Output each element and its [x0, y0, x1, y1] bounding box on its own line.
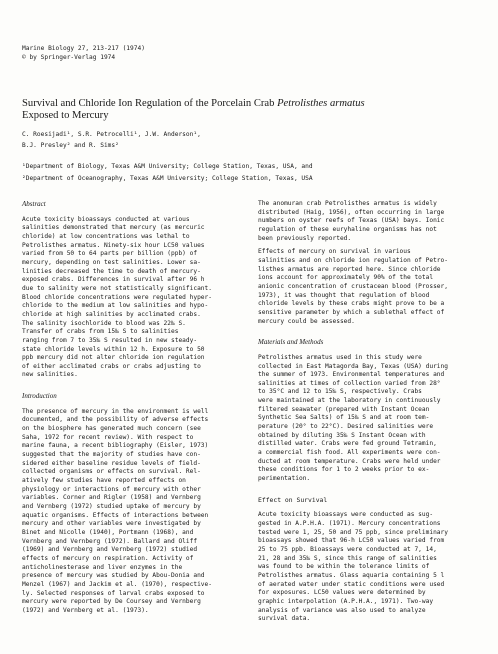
copyright-line: © by Springer-Verlag 1974	[22, 53, 116, 61]
introduction-heading: Introduction	[22, 392, 57, 401]
intro-continuation-2: Effects of mercury on survival in various salinities and on chloride ion regulation of Petro- listhes armatus are reported here. Since chloride ions account for approximately 90% of the total anionic concentration of crustacean blood (Prosser, 1973), it was thought that regulation of blood chloride levels by these crabs might prove to be a sensitive parameter by which a sublethal effect of mercury could be assessed.	[258, 248, 448, 325]
title-species: Petrolisthes armatus	[277, 98, 365, 109]
affiliation: ¹Department of Biology, Texas A&M University; College Station, Texas, USA, and	[22, 163, 313, 170]
survival-heading: Effect on Survival	[258, 495, 328, 504]
survival-text: Acute toxicity bioassays were conducted as sug- gested in A.P.H.A. (1971). Mercury concentrations tested were 1, 25, 50 and 75 ppb, since preliminary bioassays showed that 96-h LC50 values varied from 25 to 75 ppb. Bioassays were conducted at 7, 14, 21, 28 and 35‰ S, since this range of salinities was found to be within the tolerance limits of Petrolisthes armatus. Glass aquaria containing 5 l of aerated water under static conditions were used for exposures. LC50 values were determined by graphic interpolation (A.P.H.A., 1971). Two-way analysis of variance was also used to analyze survival data.	[258, 511, 448, 623]
methods-heading: Materials and Methods	[258, 338, 324, 347]
introduction-text: The presence of mercury in the environment is well documented, and the possibility of adverse effects on the biosphere has generated much concern (see Saha, 1972 for recent review). With respect to marine fauna, a recent bibliography (Eisler, 1973) suggested that the majority of studies have con- sidered either baseline residue levels of field- collected organisms or effects on survival. Rel- atively few studies have reported effects on physiology or interactions of mercury with other variables. Corner and Rigler (1958) and Vernberg and Vernberg (1972) studied uptake of mercury by aquatic organisms. Effects of interactions between mercury and other variables were investigated by Binet and Nicolle (1940), Portmann (1968), and Vernberg and Vernberg (1972). Ballard and Oliff (1969) and Vernberg and Vernberg (1972) studied effects of mercury on respiration. Activity of anticholinesterase and liver enzymes in the presence of mercury was studied by Abou-Donia and Menzel (1967) and Jackim et al. (1970), respective- ly. Selected responses of larval crabs exposed to mercury were reported by De Coursey and Vernberg (1972) and Vernberg et al. (1973).	[22, 407, 212, 614]
affiliation: ²Department of Oceanography, Texas A&M University; College Station, Texas, USA	[22, 175, 313, 182]
title-line2: Exposed to Mercury	[22, 110, 109, 121]
journal-citation	[22, 45, 145, 62]
author-line: C. Roesijadi¹, S.R. Petrocelli¹, J.W. Anderson¹,	[22, 131, 201, 138]
paper-title	[22, 98, 482, 122]
right-column	[258, 200, 476, 629]
abstract-heading: Abstract	[22, 200, 46, 208]
abstract-text: Acute toxicity bioassays conducted at various salinities demonstrated that mercury (as mercuric chloride) at low concentrations was lethal to Petrolisthes armatus. Ninety-six hour LC50 values varied from 50 to 64 parts per billion (ppb) of mercury, depending on test salinities. Lower sa- linities decreased the time to death of mercury- exposed crabs. Differences in survival after 96 h due to salinity were not statistically significant. Blood chloride concentrations were regulated hyper- chloride to the medium at low salinities and hypo- chloride at high salinities by acclimated crabs. The salinity isochloride to blood was 22‰ S. Transfer of crabs from 15‰ S to salinities ranging from 7 to 35‰ S resulted in new steady- state chloride levels within 12 h. Exposure to 50 ppb mercury did not alter chloride ion regulation of either acclimated crabs or crabs adjusting to new salinities.	[22, 215, 212, 379]
intro-continuation: The anomuran crab Petrolisthes armatus is widely distributed (Haig, 1956), often occurring in large numbers on oyster reefs of Texas (USA) bays. Ionic regulation of these euryhaline organisms has not been previously reported.	[258, 200, 445, 242]
journal-line: Marine Biology 27, 213-217 (1974)	[22, 45, 145, 52]
left-column	[22, 200, 240, 621]
methods-text: Petrolisthes armatus used in this study were collected in East Matagorda Bay, Texas (USA) during the summer of 1973. Environmental temperatures and salinities at times of collection varied from 28° to 35°C and 12 to 15‰ S, respectively. Crabs were maintained at the laboratory in continuously filtered seawater (prepared with Instant Ocean Synthetic Sea Salts) of 15‰ S and at room tem- perature (20° to 22°C). Desired salinities were obtained by diluting 35‰ S Instant Ocean with distilled water. Crabs were fed ground Tetramin, a commercial fish food. All experiments were con- ducted at room temperature. Crabs were held under these conditions for 1 to 2 weeks prior to ex- perimentation.	[258, 353, 448, 483]
author-line: B.J. Presley² and R. Sims²	[22, 142, 119, 149]
affiliations	[22, 161, 492, 185]
author-list	[22, 129, 482, 151]
title-main: Survival and Chloride Ion Regulation of the Porcelain Crab	[22, 98, 278, 109]
